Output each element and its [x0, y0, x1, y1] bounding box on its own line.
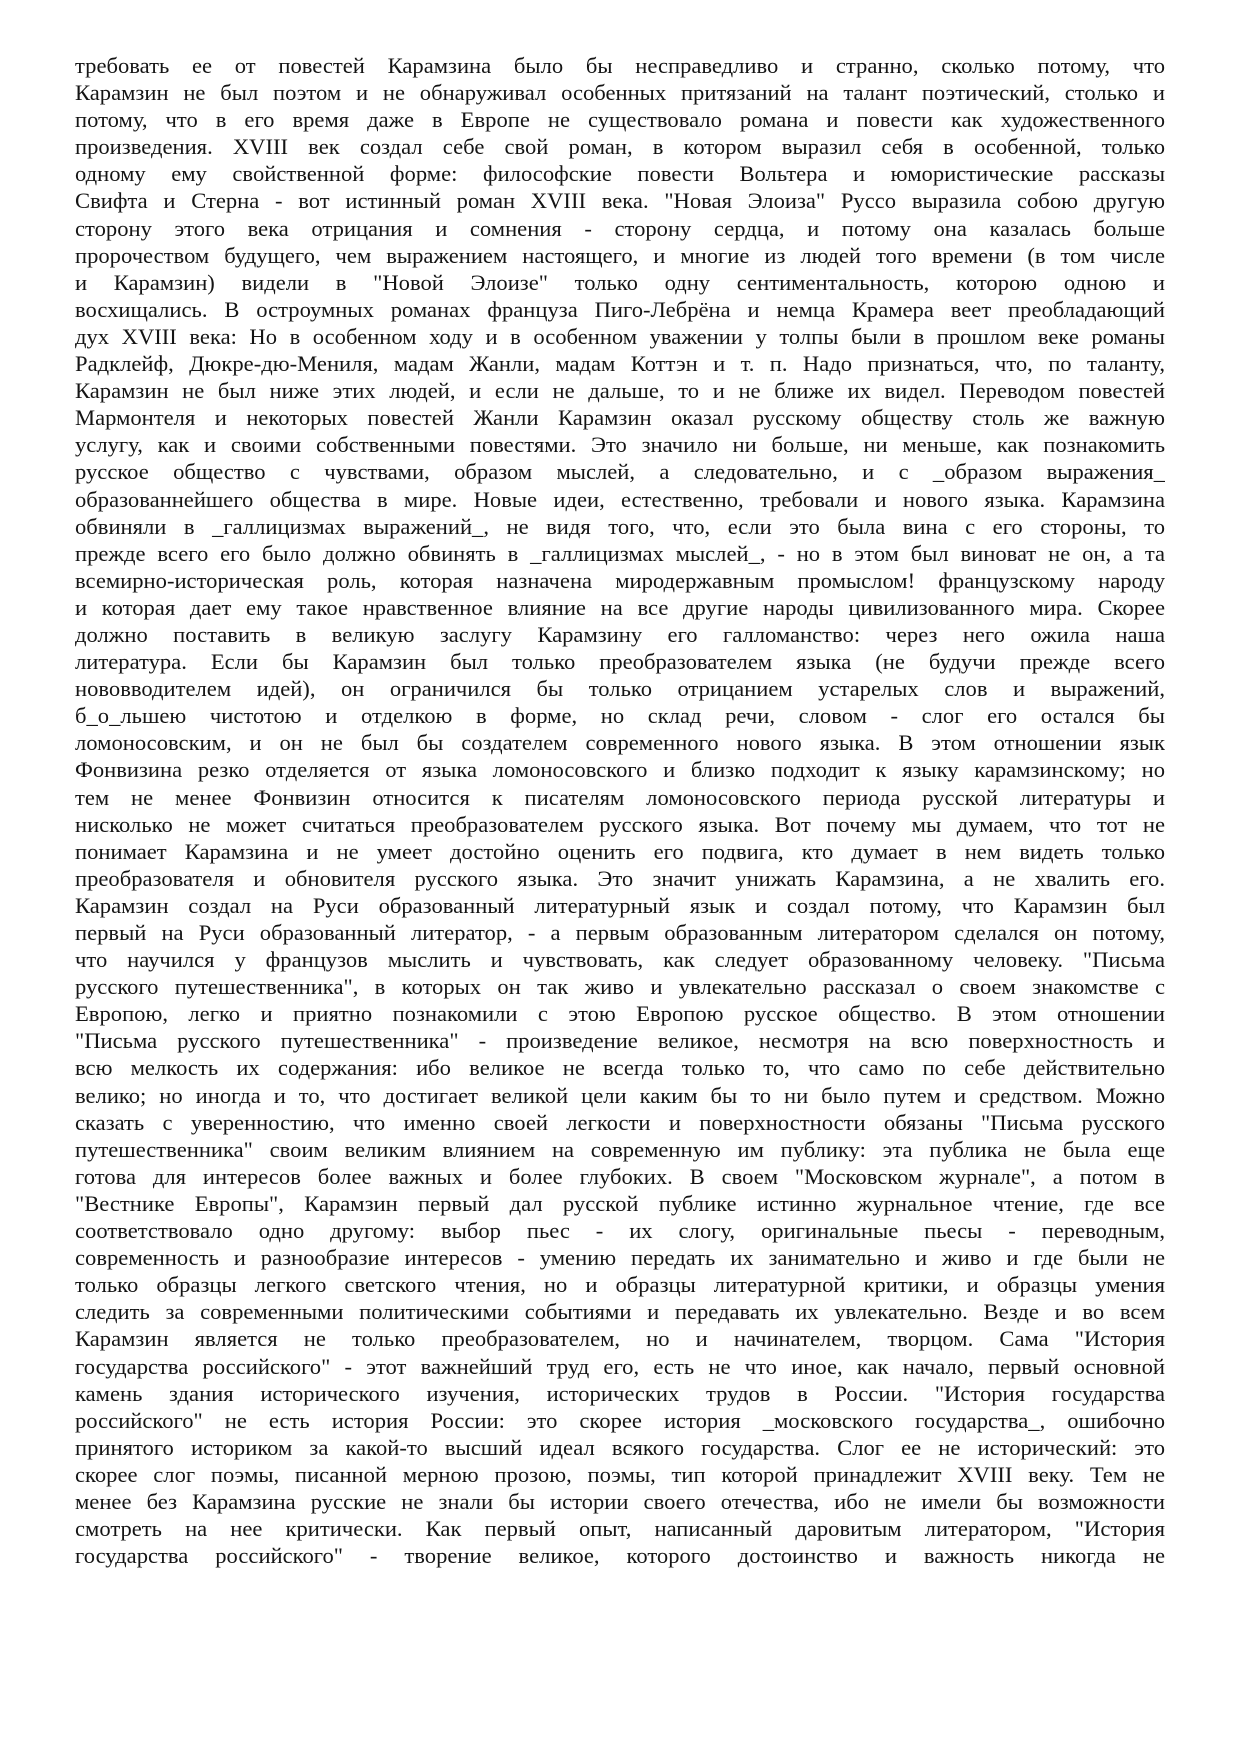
text-line: "Письма русского путешественника" - произведение великое, несмотря на всю поверхностность и [75, 1028, 1165, 1054]
text-line: государства российского" - этот важнейший труд его, есть не что иное, как начало, первый основной [75, 1353, 1165, 1379]
text-line: нисколько не может считаться преобразователем русского языка. Вот почему мы думаем, что тот не [75, 811, 1165, 837]
text-line: соответствовало одно другому: выбор пьес - их слогу, оригинальные пьесы - переводным, [75, 1218, 1165, 1244]
text-line: российского" не есть история России: это скорее история _московского государства_, ошибочно [75, 1407, 1165, 1433]
text-line: нововводителем идей), он ограничился бы только отрицанием устарелых слов и выражений, [75, 676, 1165, 702]
text-line: сторону этого века отрицания и сомнения - сторону сердца, и потому она казалась больше [75, 215, 1165, 241]
text-line: современность и разнообразие интересов - умению передать их занимательно и живо и где были не [75, 1245, 1165, 1271]
text-line: прежде всего его было должно обвинять в _галлицизмах мыслей_, - но в этом был виноват не он, а та [75, 540, 1165, 566]
body-text [75, 52, 1165, 1596]
text-line: Мармонтеля и некоторых повестей Жанли Карамзин оказал русскому обществу столь же важную [75, 405, 1165, 431]
text-line: Карамзин не был поэтом и не обнаруживал особенных притязаний на талант поэтический, столько и [75, 80, 1165, 106]
text-line: смотреть на нее критически. Как первый опыт, написанный даровитым литератором, "История [75, 1516, 1165, 1542]
text-line: менее без Карамзина русские не знали бы истории своего отечества, ибо не имели бы возможности [75, 1488, 1165, 1514]
text-line: русское общество с чувствами, образом мыслей, а следовательно, и с _образом выражения_ [75, 459, 1165, 485]
text-line: обвиняли в _галлицизмах выражений_, не видя того, что, если это была вина с его стороны, то [75, 513, 1165, 539]
text-line: готова для интересов более важных и более глубоких. В своем "Московском журнале", а потом в [75, 1163, 1165, 1189]
text-line: русского путешественника", в которых он так живо и увлекательно рассказал о своем знакомстве с [75, 974, 1165, 1000]
text-line: образованнейшего общества в мире. Новые идеи, естественно, требовали и нового языка. Карамзина [75, 486, 1165, 512]
text-line: Свифта и Стерна - вот истинный роман XVIII века. "Новая Элоиза" Руссо выразила собою другую [75, 188, 1165, 214]
text-line: Радклейф, Дюкре-дю-Мениля, мадам Жанли, мадам Коттэн и т. п. Надо признаться, что, по таланту, [75, 351, 1165, 377]
text-line: путешественника" своим великим влиянием на современную им публику: эта публика не была еще [75, 1136, 1165, 1162]
text-line: пророчеством будущего, чем выражением настоящего, и многие из людей того времени (в том числе [75, 242, 1165, 268]
text-line: государства российского" - творение великое, которого достоинство и важность никогда не [75, 1543, 1165, 1569]
text-line: преобразователя и обновителя русского языка. Это значит унижать Карамзина, а не хвалить его. [75, 865, 1165, 891]
text-line: всемирно-историческая роль, которая назначена миродержавным промыслом! французскому народу [75, 567, 1165, 593]
text-line: литература. Если бы Карамзин был только преобразователем языка (не будучи прежде всего [75, 649, 1165, 675]
text-line: камень здания исторического изучения, исторических трудов в России. "История государства [75, 1380, 1165, 1406]
text-line: произведения. XVIII век создал себе свой роман, в котором выразил себя в особенной, только [75, 134, 1165, 160]
text-line: следить за современными политическими событиями и передавать их увлекательно. Везде и во всем [75, 1299, 1165, 1325]
text-line: требовать ее от повестей Карамзина было бы несправедливо и странно, сколько потому, что [75, 53, 1165, 78]
text-line: и которая дает ему такое нравственное влияние на все другие народы цивилизованного мира. Скорее [75, 594, 1165, 620]
text-line: "Вестнике Европы", Карамзин первый дал русской публике истинно журнальное чтение, где все [75, 1190, 1165, 1216]
text-line: ломоносовским, и он не был бы создателем современного нового языка. В этом отношении язык [75, 730, 1165, 756]
text-line: дух XVIII века: Но в особенном ходу и в особенном уважении у толпы были в прошлом веке романы [75, 323, 1165, 349]
text-line: скорее слог поэмы, писанной мерною прозою, поэмы, тип которой принадлежит XVIII веку. Тем не [75, 1461, 1165, 1487]
text-line: тем не менее Фонвизин относится к писателям ломоносовского периода русской литературы и [75, 784, 1165, 810]
text-line: и Карамзин) видели в "Новой Элоизе" только одну сентиментальность, которою одною и [75, 269, 1165, 295]
text-line [75, 1569, 1165, 1596]
text-line: восхищались. В остроумных романах француза Пиго-Лебрёна и немца Крамера веет преобладающий [75, 296, 1165, 322]
text-line: принятого историком за какой-то высший идеал всякого государства. Слог ее не исторический: это [75, 1434, 1165, 1460]
text-line: Европою, легко и приятно познакомили с этою Европою русское общество. В этом отношении [75, 1001, 1165, 1027]
text-line: велико; но иногда и то, что достигает великой цели каким бы то ни было путем и средством. Можно [75, 1082, 1165, 1108]
text-line: Фонвизина резко отделяется от языка ломоносовского и близко подходит к языку карамзинскому; но [75, 757, 1165, 783]
text-line: сказать с уверенностию, что именно своей легкости и поверхностности обязаны "Письма русского [75, 1109, 1165, 1135]
text-line: Карамзин не был ниже этих людей, и если не дальше, то и не ближе их видел. Переводом повестей [75, 378, 1165, 404]
text-line: Карамзин создал на Руси образованный литературный язык и создал потому, что Карамзин был [75, 892, 1165, 918]
text-line: первый на Руси образованный литератор, - а первым образованным литератором сделался он потому, [75, 920, 1165, 945]
text-line: понимает Карамзина и не умеет достойно оценить его подвига, кто думает в нем видеть только [75, 838, 1165, 864]
text-line: одному ему свойственной форме: философские повести Вольтера и юмористические рассказы [75, 161, 1165, 187]
text-line: б_о_льшею чистотою и отделкою в форме, но склад речи, словом - слог его остался бы [75, 703, 1165, 729]
text-line: должно поставить в великую заслугу Карамзину его галломанство: через него ожила наша [75, 621, 1165, 647]
text-line: потому, что в его время даже в Европе не существовало романа и повести как художественного [75, 107, 1165, 133]
text-line: Карамзин является не только преобразователем, но и начинателем, творцом. Сама "История [75, 1326, 1165, 1352]
text-line: всю мелкость их содержания: ибо великое не всегда только то, что само по себе действительно [75, 1055, 1165, 1081]
text-line: только образцы легкого светского чтения, но и образцы литературной критики, и образцы умения [75, 1272, 1165, 1298]
text-line: услугу, как и своими собственными повестями. Это значило ни больше, ни меньше, как познакомить [75, 432, 1165, 458]
text-line: что научился у французов мыслить и чувствовать, как следует образованному человеку. "Письма [75, 947, 1165, 973]
